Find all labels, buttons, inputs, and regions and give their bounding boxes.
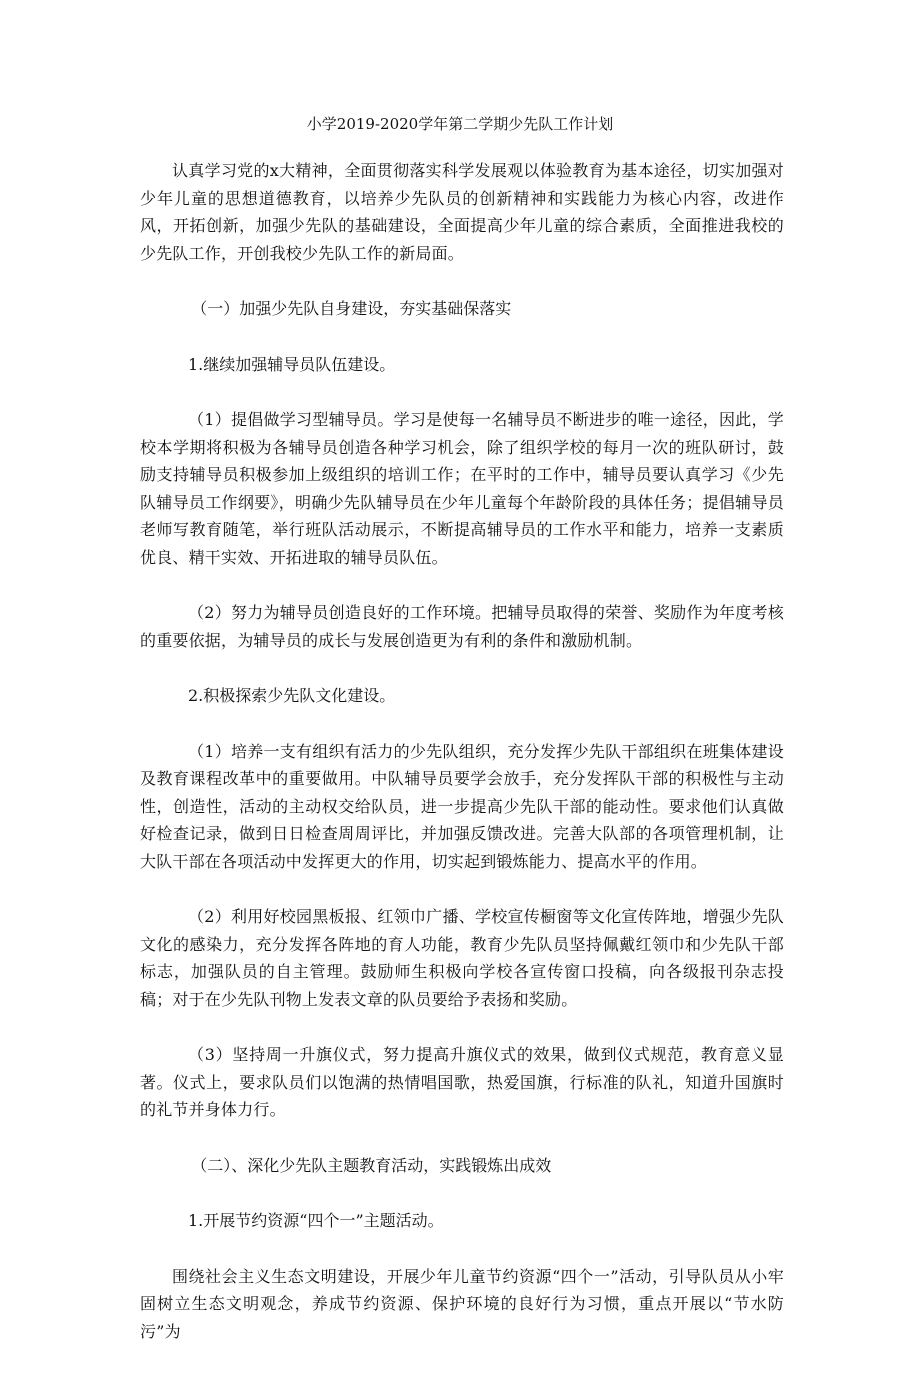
section-1-sub-1-item-2: （2）努力为辅导员创造良好的工作环境。把辅导员取得的荣誉、奖励作为年度考核的重要依据，为辅导员的成长与发展创造更为有利的条件和激励机制。 bbox=[140, 603, 784, 650]
section-2-sub-1-heading: 1.开展节约资源“四个一”主题活动。 bbox=[188, 1211, 444, 1230]
section-1-sub-2-item-3: （3）坚持周一升旗仪式，努力提高升旗仪式的效果，做到仪式规范，教育意义显著。仪式上，要求队员们以饱满的热情唱国歌，热爱国旗，行标准的队礼，知道升国旗时的礼节并身体力行。 bbox=[140, 1045, 784, 1119]
section-2-sub-1-item-1: 围绕社会主义生态文明建设，开展少年儿童节约资源“四个一”活动，引导队员从小牢固树立生态文明观念，养成节约资源、保护环境的良好行为习惯，重点开展以“节水防污”为 bbox=[140, 1266, 784, 1341]
section-1-sub-2-item-2: （2）利用好校园黑板报、红领巾广播、学校宣传橱窗等文化宣传阵地，增强少先队文化的感染力，充分发挥各阵地的育人功能，教育少先队员坚持佩戴红领巾和少先队干部标志，加强队员的自主管理。鼓励师生积极向学校各宣传窗口投稿，向各级报刊杂志投稿；对于在少先队刊物上发表文章的队员要给予表扬和奖励。 bbox=[140, 907, 784, 1009]
section-1-sub-1-heading: 1.继续加强辅导员队伍建设。 bbox=[188, 354, 396, 374]
section-2-heading: （二）、深化少先队主题教育活动，实践锻炼出成效 bbox=[191, 1155, 552, 1175]
section-1-sub-1-item-1: （1）提倡做学习型辅导员。学习是使每一名辅导员不断进步的唯一途径，因此，学校本学期将积极为各辅导员创造各种学习机会，除了组织学校的每月一次的班队研讨，鼓励支持辅导员积极参加上级组织的培训工作；在平时的工作中，辅导员要认真学习《少先队辅导员工作纲要》，明确少先队辅导员在少年儿童每个年龄阶段的具体任务；提倡辅导员老师写教育随笔，举行班队活动展示，不断提高辅导员的工作水平和能力，培养一支素质优良、精干实效、开拓进取的辅导员队伍。 bbox=[140, 410, 784, 567]
intro-paragraph: 认真学习党的x大精神，全面贯彻落实科学发展观以体验教育为基本途径，切实加强对少年儿童的思想道德教育，以培养少先队员的创新精神和实践能力为核心内容，改进作风，开拓创新，加强少先队的基础建设，全面提高少年儿童的综合素质，全面推进我校的少先队工作，开创我校少先队工作的新局面。 bbox=[140, 161, 784, 263]
section-1-sub-2-heading: 2.积极探索少先队文化建设。 bbox=[188, 686, 396, 705]
section-1-sub-2-item-1: （1）培养一支有组织有活力的少先队组织，充分发挥少先队干部组织在班集体建设及教育课程改革中的重要做用。中队辅导员要学会放手，充分发挥队干部的积极性与主动性，创造性，活动的主动权交给队员，进一步提高少先队干部的能动性。要求他们认真做好检查记录，做到日日检查周周评比，并加强反馈改进。完善大队部的各项管理机制，让大队干部在各项活动中发挥更大的作用，切实起到锻炼能力、提高水平的作用。 bbox=[140, 741, 784, 871]
document-body bbox=[140, 157, 784, 1373]
section-1-heading: （一）加强少先队自身建设，夯实基础保落实 bbox=[191, 299, 512, 318]
document-title: 小学2019-2020学年第二学期少先队工作计划 bbox=[306, 115, 614, 133]
